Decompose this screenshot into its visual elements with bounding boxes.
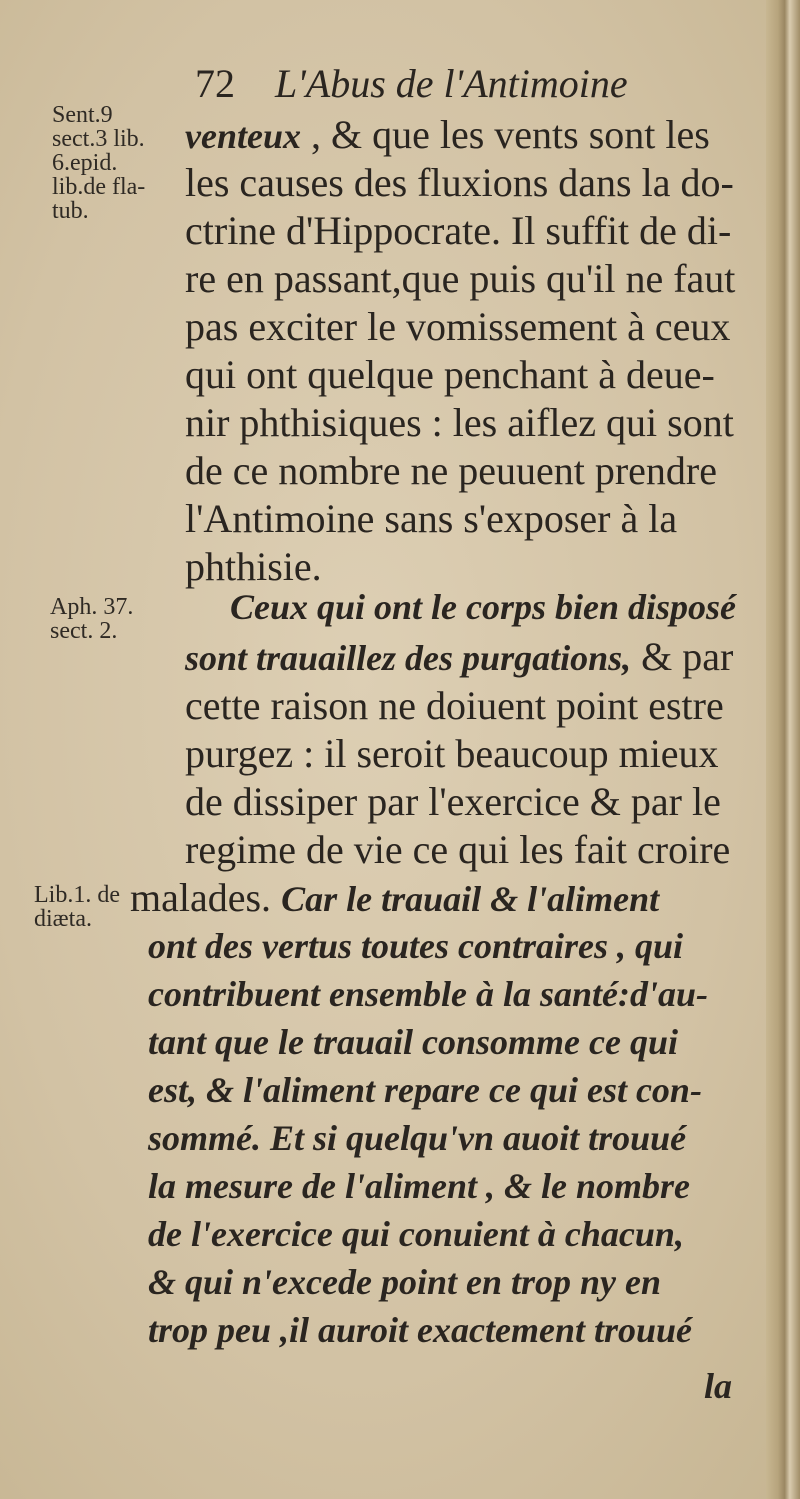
- margin-note-line: 6.epid.: [52, 150, 118, 176]
- text-line-11: Ceux qui ont le corps bien disposé: [230, 587, 737, 627]
- margin-note-lib: [34, 883, 120, 931]
- text-line-21: est, & l'aliment repare ce qui est con-: [148, 1070, 702, 1110]
- text-line-8: de ce nombre ne peuuent prendre: [185, 448, 717, 493]
- text-span: sont trauaillez des purgations,: [185, 638, 632, 678]
- text-line-25: & qui n'excede point en trop ny en: [148, 1262, 661, 1302]
- margin-note-line: diæta.: [34, 906, 92, 932]
- margin-note-line: tub.: [52, 198, 89, 224]
- text-span: malades.: [130, 875, 282, 920]
- text-line-1: [185, 111, 710, 160]
- margin-note-line: Sent.9: [52, 102, 113, 128]
- text-line-14: purgez : il seroit beaucoup mieux: [185, 731, 719, 776]
- margin-note-line: lib.de fla-: [52, 174, 146, 200]
- text-line-26: trop peu ,il auroit exactement trouué: [148, 1310, 693, 1350]
- text-line-9: l'Antimoine sans s'exposer à la: [185, 496, 678, 541]
- running-title: L'Abus de l'Antimoine: [275, 61, 628, 106]
- text-line-15: de dissiper par l'exercice & par le: [185, 779, 721, 824]
- margin-note-line: Aph. 37.: [50, 594, 134, 620]
- text-line-18: ont des vertus toutes contraires , qui: [148, 926, 684, 966]
- text-span: Car le trauail & l'aliment: [281, 879, 660, 919]
- text-line-3: ctrine d'Hippocrate. Il suffit de di-: [185, 208, 732, 253]
- text-span: , & que les vents sont les: [300, 112, 710, 157]
- margin-note-line: sect.3 lib.: [52, 126, 145, 152]
- text-line-12: [185, 633, 733, 682]
- margin-note-line: sect. 2.: [50, 618, 118, 644]
- text-line-6: qui ont quelque penchant à deue-: [185, 352, 715, 397]
- text-line-22: sommé. Et si quelqu'vn auoit trouué: [148, 1118, 687, 1158]
- text-line-5: pas exciter le vomissement à ceux: [185, 304, 731, 349]
- catchword: la: [704, 1366, 733, 1406]
- text-line-24: de l'exercice qui conuient à chacun,: [148, 1214, 684, 1254]
- margin-note-aph: [50, 595, 133, 643]
- text-span: & par: [631, 634, 734, 679]
- text-line-17: [130, 874, 659, 923]
- text-line-16: regime de vie ce qui les fait croire: [185, 827, 731, 872]
- text-line-23: la mesure de l'aliment , & le nombre: [148, 1166, 690, 1206]
- text-line-4: re en passant,que puis qu'il ne faut: [185, 256, 736, 301]
- text-line-2: les causes des fluxions dans la do-: [185, 160, 734, 205]
- text-line-7: nir phthisiques : les aiflez qui sont: [185, 400, 734, 445]
- page-edge: [766, 0, 800, 1499]
- text-line-19: contribuent ensemble à la santé:d'au-: [148, 974, 709, 1014]
- text-span: venteux: [185, 116, 301, 156]
- text-line-13: cette raison ne doiuent point estre: [185, 683, 724, 728]
- margin-note-sent: [52, 103, 145, 223]
- text-line-10: phthisie.: [185, 544, 322, 589]
- text-line-20: tant que le trauail consomme ce qui: [148, 1022, 679, 1062]
- running-header: [195, 60, 628, 107]
- page-number: 72: [195, 61, 235, 106]
- margin-note-line: Lib.1. de: [34, 882, 120, 908]
